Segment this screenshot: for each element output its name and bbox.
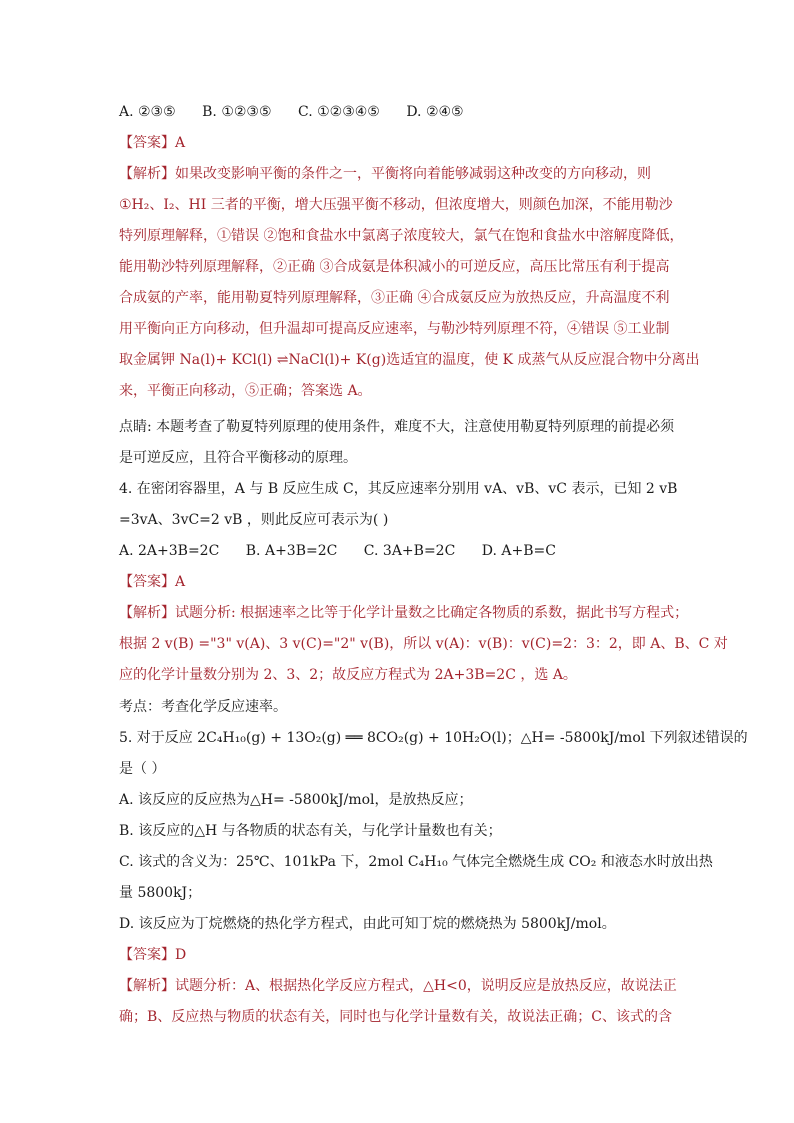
q5-option-a: A. 该反应的反应热为△H= -5800kJ/mol，是放热反应； bbox=[119, 792, 473, 808]
analysis-tag: 【解析】 bbox=[119, 978, 175, 994]
q3-option-d: D. ②④⑤ bbox=[406, 104, 464, 120]
answer-tag: 【答案】 bbox=[119, 574, 175, 590]
q3-analysis-line-1 bbox=[119, 164, 651, 184]
q4-option-b: B. A+3B=2C bbox=[245, 543, 338, 559]
q5-option-c-cont: 量 5800kJ； bbox=[119, 885, 202, 901]
q5-stem-line-2: 是（ ） bbox=[119, 761, 166, 777]
q3-answer bbox=[119, 133, 185, 153]
q3-note-line-2: 是可逆反应，且符合平衡移动的原理。 bbox=[119, 450, 357, 466]
q4-analysis-line-3: 应的化学计量数分别为 2、3、2；故反应方程式为 2A+3B=2C ，选 A。 bbox=[119, 667, 577, 683]
answer-tag: 【答案】 bbox=[119, 947, 175, 963]
q3-options bbox=[119, 102, 486, 122]
q4-options bbox=[119, 541, 578, 561]
q3-analysis-line-4: 能用勒沙特列原理解释，②正确 ③合成氨是体积减小的可逆反应，高压比常压有利于提高 bbox=[119, 259, 670, 275]
q3-option-c: C. ①②③④⑤ bbox=[297, 104, 380, 120]
q5-option-b: B. 该反应的△H 与各物质的状态有关，与化学计量数也有关； bbox=[119, 823, 502, 839]
q3-option-b: B. ①②③⑤ bbox=[202, 104, 272, 120]
q5-answer bbox=[119, 945, 186, 965]
q4-analysis-line-1 bbox=[119, 603, 688, 623]
q5-analysis-line-1 bbox=[119, 976, 677, 996]
q4-option-a: A. 2A+3B=2C bbox=[119, 543, 220, 559]
q3-analysis-line-8: 来，平衡正向移动，⑤正确；答案选 A。 bbox=[119, 383, 372, 399]
q3-option-a: A. ②③⑤ bbox=[119, 104, 176, 120]
q4-analysis-line-2: 根据 2 v(B) ="3" v(A)、3 v(C)="2" v(B)，所以 v(A)：v(B)：v(C)=2：3：2，即 A、B、C 对 bbox=[119, 636, 728, 652]
answer-tag: 【答案】 bbox=[119, 135, 175, 151]
q3-note-line-1: 点睛: 本题考查了勒夏特列原理的使用条件，难度不大，注意使用勒夏特列原理的前提必须 bbox=[119, 419, 675, 435]
analysis-tag: 【解析】 bbox=[119, 166, 175, 182]
q4-note: 考点：考查化学反应速率。 bbox=[119, 699, 287, 715]
analysis-text: 如果改变影响平衡的条件之一，平衡将向着能够减弱这种改变的方向移动，则 bbox=[175, 166, 651, 182]
analysis-text: 试题分析：A、根据热化学反应方程式，△H<0，说明反应是放热反应，故说法正 bbox=[175, 978, 677, 994]
q5-option-c: C. 该式的含义为：25℃、101kPa 下，2mol C₄H₁₀ 气体完全燃烧生成 CO₂ 和液态水时放出热 bbox=[119, 854, 713, 870]
q3-analysis-line-7: 取金属钾 Na(l)+ KCl(l) ⇌NaCl(l)+ K(g)选适宜的温度，使 K 成蒸气从反应混合物中分离出 bbox=[119, 352, 700, 368]
q5-analysis-line-2: 确；B、反应热与物质的状态有关，同时也与化学计量数有关，故说法正确；C、该式的含 bbox=[119, 1009, 672, 1025]
q4-option-d: D. A+B=C bbox=[481, 543, 556, 559]
answer-value: A bbox=[175, 574, 186, 590]
q4-stem-line-1: 4. 在密闭容器里，A 与 B 反应生成 C，其反应速率分别用 vA、vB、vC 表示，已知 2 vB bbox=[119, 481, 678, 497]
q3-analysis-line-2: ①H₂、I₂、HI 三者的平衡，增大压强平衡不移动，但浓度增大，则颜色加深，不能用勒沙 bbox=[119, 197, 673, 213]
answer-value: D bbox=[175, 947, 187, 963]
q3-analysis-line-5: 合成氨的产率，能用勒夏特列原理解释，③正确 ④合成氨反应为放热反应，升高温度不利 bbox=[119, 290, 670, 306]
q4-answer bbox=[119, 572, 185, 592]
q4-option-c: C. 3A+B=2C bbox=[363, 543, 456, 559]
answer-value: A bbox=[175, 135, 186, 151]
q3-analysis-line-6: 用平衡向正方向移动，但升温却可提高反应速率，与勒沙特列原理不符，④错误 ⑤工业制 bbox=[119, 321, 670, 337]
analysis-tag: 【解析】 bbox=[119, 605, 175, 621]
q5-option-d: D. 该反应为丁烷燃烧的热化学方程式，由此可知丁烷的燃烧热为 5800kJ/mol。 bbox=[119, 916, 616, 932]
analysis-text: 试题分析: 根据速率之比等于化学计量数之比确定各物质的系数，据此书写方程式； bbox=[175, 605, 689, 621]
q4-stem-line-2: =3vA、3vC=2 vB ，则此反应可表示为( ) bbox=[119, 512, 389, 528]
q3-analysis-line-3: 特列原理解释，①错误 ②饱和食盐水中氯离子浓度较大，氯气在饱和食盐水中溶解度降低， bbox=[119, 228, 684, 244]
q5-stem-line-1: 5. 对于反应 2C₄H₁₀(g) + 13O₂(g) ══ 8CO₂(g) + 10H₂O(l)；△H= -5800kJ/mol 下列叙述错误的 bbox=[119, 730, 748, 746]
